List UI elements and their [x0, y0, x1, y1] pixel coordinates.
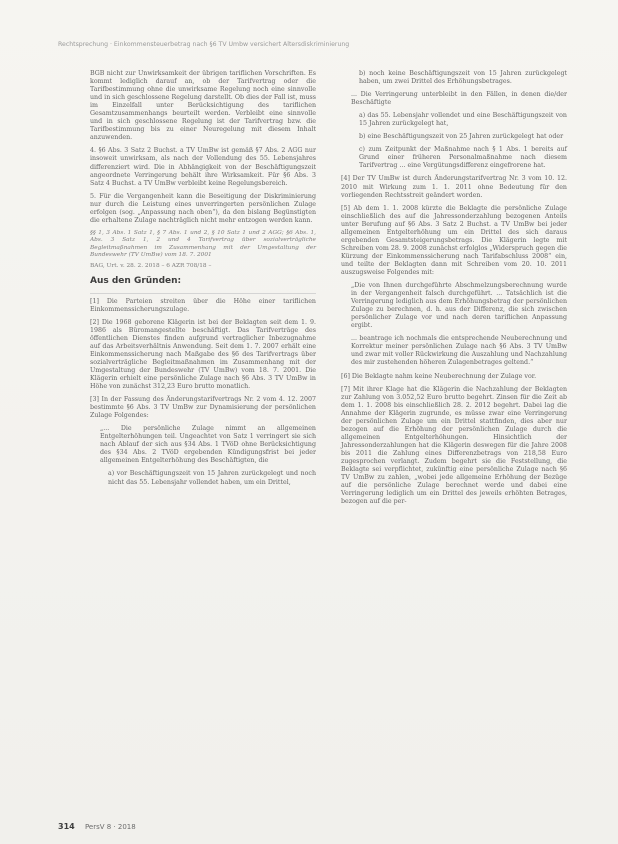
quoted-list-item: a) das 55. Lebensjahr vollendet und eine Beschäftigungszeit von 15 Jahren zurückgelegt hat,: [359, 112, 567, 128]
paragraph-2: [2] Die 1968 geborene Klägerin ist bei der Beklagten seit dem 1. 9. 1986 als Büromangestellte beschäftigt. Das Tarifverträge des öffentlichen Dienstes finden aufgrund vertraglicher Inbezugnahme auf das Arbeitsverhältnis Anwendung. Seit dem 1. 7. 2007 erhält eine Einkommenssicherung nach Maßgabe des §6 des Tarifvertrags über sozialverträgliche Begleitmaßnahmen im Zusammenhang mit der Umgestaltung der Bundeswehr (TV UmBw) vom 18. 7. 2001. Die Klägerin erhielt eine persönliche Zulage nach §6 Abs. 3 TV UmBw in Höhe von zunächst 312,23 Euro brutto monatlich.: [90, 318, 316, 391]
paragraph-5: [5] Ab dem 1. 1. 2008 kürzte die Beklagte die persönliche Zulage einschließlich des auf die Jahressonderzahlung bezogenen Anteils unter Berufung auf §6 Abs. 3 Satz 2 Buchst. a TV UmBw bei jeder allgemeinen Entgelterhöhung um ein Drittel des sich daraus ergebenden Gesamtsteigerungsbetrags. Die Klägerin legte mit Schreiben vom 28. 9. 2008 zunächst erfolglos „Widerspruch gegen die Kürzung der Einkommenssicherung nach Tarifabschluss 2008“ ein, und teilte der Beklagten dann mit Schreiben vom 20. 10. 2011 auszugsweise Folgendes mit:: [341, 204, 567, 276]
quoted-list-item: b) eine Beschäftigungszeit von 25 Jahren zurückgelegt hat oder: [359, 133, 564, 141]
paragraph-7: [7] Mit ihrer Klage hat die Klägerin die Nachzahlung der Beklagten zur Zahlung von 3.052,52 Euro brutto begehrt. Zinsen für die Zeit ab dem 1. 1. 2008 bis einschließlich 28. 2. 2012 begehrt. Dabei lag die Annahme der Klägerin zugrunde, es müsse zwar eine Verringerung der persönlichen Zulage um ein Drittel stattfinden, dies aber nur bezogen auf die Erhöhung der persönlichen Zulage durch die allgemeinen Entgelterhöhungen. Hinsichtlich der Jahressonderzahlungen hat die Klägerin deswegen für die Jahre 2008 bis 2011 die Zahlung eines Differenzbetrags von 218,58 Euro zugesprochen verlangt. Zudem begehrt sie die Feststellung, die Beklagte sei verpflichtet, zukünftig eine persönliche Zulage nach §6 TV UmBw zu zahlen, „wobei jede allgemeine Erhöhung der Bezüge auf die persönliche Zulage berechnet werde und dabei eine Verringerung lediglich um ein Drittel des jeweils erhöhten Betrages, bezogen auf die per-: [341, 385, 567, 506]
paragraph-4: [4] Der TV UmBw ist durch Änderungstarifvertrag Nr. 3 vom 10. 12. 2010 mit Wirkung zum 1. 1. 2011 ohne Bedeutung für den vorliegenden Rechtsstreit geändert worden.: [341, 175, 567, 199]
paragraph-1: [1] Die Parteien streiten über die Höhe einer tariflichen Einkommenssicherungszulage.: [90, 297, 316, 313]
guiding-principle-5: 5. Für die Vergangenheit kann die Beseitigung der Diskriminierung nur durch die Leistung eines unverringerten persönlichen Zulage erfolgen (sog. „Anpassung nach oben“), da den bislang Begünstigten die erhaltene Zulage nachträglich nicht mehr entzogen werden kann.: [90, 192, 316, 224]
page-footer: [58, 822, 136, 831]
norm-references: §§ 1, 3 Abs. 1 Satz 1, § 7 Abs. 1 und 2, § 10 Satz 1 und 2 AGG; §6 Abs. 1, Abs. 3 Satz 1, 2 und 4 Tarifvertrag über sozialverträgliche Begleitmaßnahmen im Zusammenhang mit der Umgestaltung der Bundeswehr (TV UmBw) vom 18. 7. 2001: [90, 229, 316, 259]
left-column: [90, 70, 316, 492]
page-number: 314: [58, 822, 75, 831]
court-reference: BAG, Urt. v. 28. 2. 2018 – 6 AZR 708/18 –: [90, 263, 212, 270]
quoted-letter: „Die von Ihnen durchgeführte Abschmelzungsberechnung wurde in der Vergangenheit falsch durchgeführt. ... Tatsächlich ist die Verringerung lediglich aus dem Erhöhungsbetrag der persönlichen Zulage zu berechnen, d. h. aus der Differenz, die sich zwischen persönlicher Zulage vor und nach deren tariflichen Anpassung ergibt.: [351, 282, 567, 330]
paragraph: BGB nicht zur Unwirksamkeit der übrigen tariflichen Vorschriften. Es kommt lediglich darauf an, ob der Tarifvertrag oder die Tarifbestimmung ohne die unwirksame Regelung noch eine sinnvolle und in sich geschlossene Regelung darstellt. Ob dies der Fall ist, muss im Einzelfall unter Berücksichtigung des tariflichen Gesamtzusammenhangs beurteilt werden. Verbleibt eine sinnvolle und in sich geschlossene Regelung ist der Tarifvertrag bzw. die Tarifbestimmung bis zu einer Neuregelung mit diesem Inhalt anzuwenden.: [90, 70, 316, 142]
journal-issue: PersV 8 · 2018: [84, 823, 136, 831]
guiding-principle-4: 4. §6 Abs. 3 Satz 2 Buchst. a TV UmBw ist gemäß §7 Abs. 2 AGG nur insoweit unwirksam, als nach der Vollendung des 55. Lebensjahres differenziert wird. Die in Abhängigkeit von der Beschäftigungszeit angeordnete Verringerung behält ihre Wirksamkeit. Für §6 Abs. 3 Satz 4 Buchst. a TV UmBw verbleibt keine Regelungsbereich.: [90, 147, 316, 187]
divider: [90, 293, 316, 294]
quoted-text: ... Die Verringerung unterbleibt in den Fällen, in denen die/der Beschäftigte: [351, 91, 567, 107]
quoted-list-item: a) vor Beschäftigungszeit von 15 Jahren zurückgelegt und noch nicht das 55. Lebensjahr vollendet haben, um ein Drittel,: [108, 470, 316, 486]
quoted-text: „... Die persönliche Zulage nimmt an allgemeinen Entgelterhöhungen teil. Ungeachtet von Satz 1 verringert sie sich nach Ablauf der sich aus §34 Abs. 1 TVöD ohne Berücksichtigung des §34 Abs. 2 TVöD ergebenden Kündigungsfrist bei jeder allgemeinen Entgelterhöhung des Beschäftigten, die: [100, 425, 316, 465]
right-column: [341, 70, 567, 511]
section-heading: Aus den Gründen:: [90, 275, 182, 286]
paragraph-3: [3] In der Fassung des Änderungstarifvertrags Nr. 2 vom 4. 12. 2007 bestimmte §6 Abs. 3 TV UmBw zur Dynamisierung der persönlichen Zulage Folgendes:: [90, 396, 316, 420]
quoted-list-item: b) noch keine Beschäftigungszeit von 15 Jahren zurückgelegt haben, um zwei Drittel des Erhöhungsbetrages.: [359, 70, 567, 86]
quoted-letter-continued: ... beantrage ich nochmals die entsprechende Neuberechnung und Korrektur meiner persönlichen Zulage nach §6 Abs. 3 TV UmBw und zwar mit voller Rückwirkung die Auszahlung und Nachzahlung des mir zustehenden höheren Zulagenbetrages geltend.“: [351, 335, 567, 367]
running-header: Rechtsprechung · Einkommensteuerbetrag nach §6 TV Umbw versichert Altersdiskriminierung: [58, 41, 350, 48]
quoted-list-item: c) zum Zeitpunkt der Maßnahme nach § 1 Abs. 1 bereits auf Grund einer früheren Personalmaßnahme nach diesem Tarifvertrag ... eine Vergütungsdifferenz eingefrorene hat.: [359, 146, 567, 170]
paragraph-6: [6] Die Beklagte nahm keine Neuberechnung der Zulage vor.: [341, 372, 537, 380]
